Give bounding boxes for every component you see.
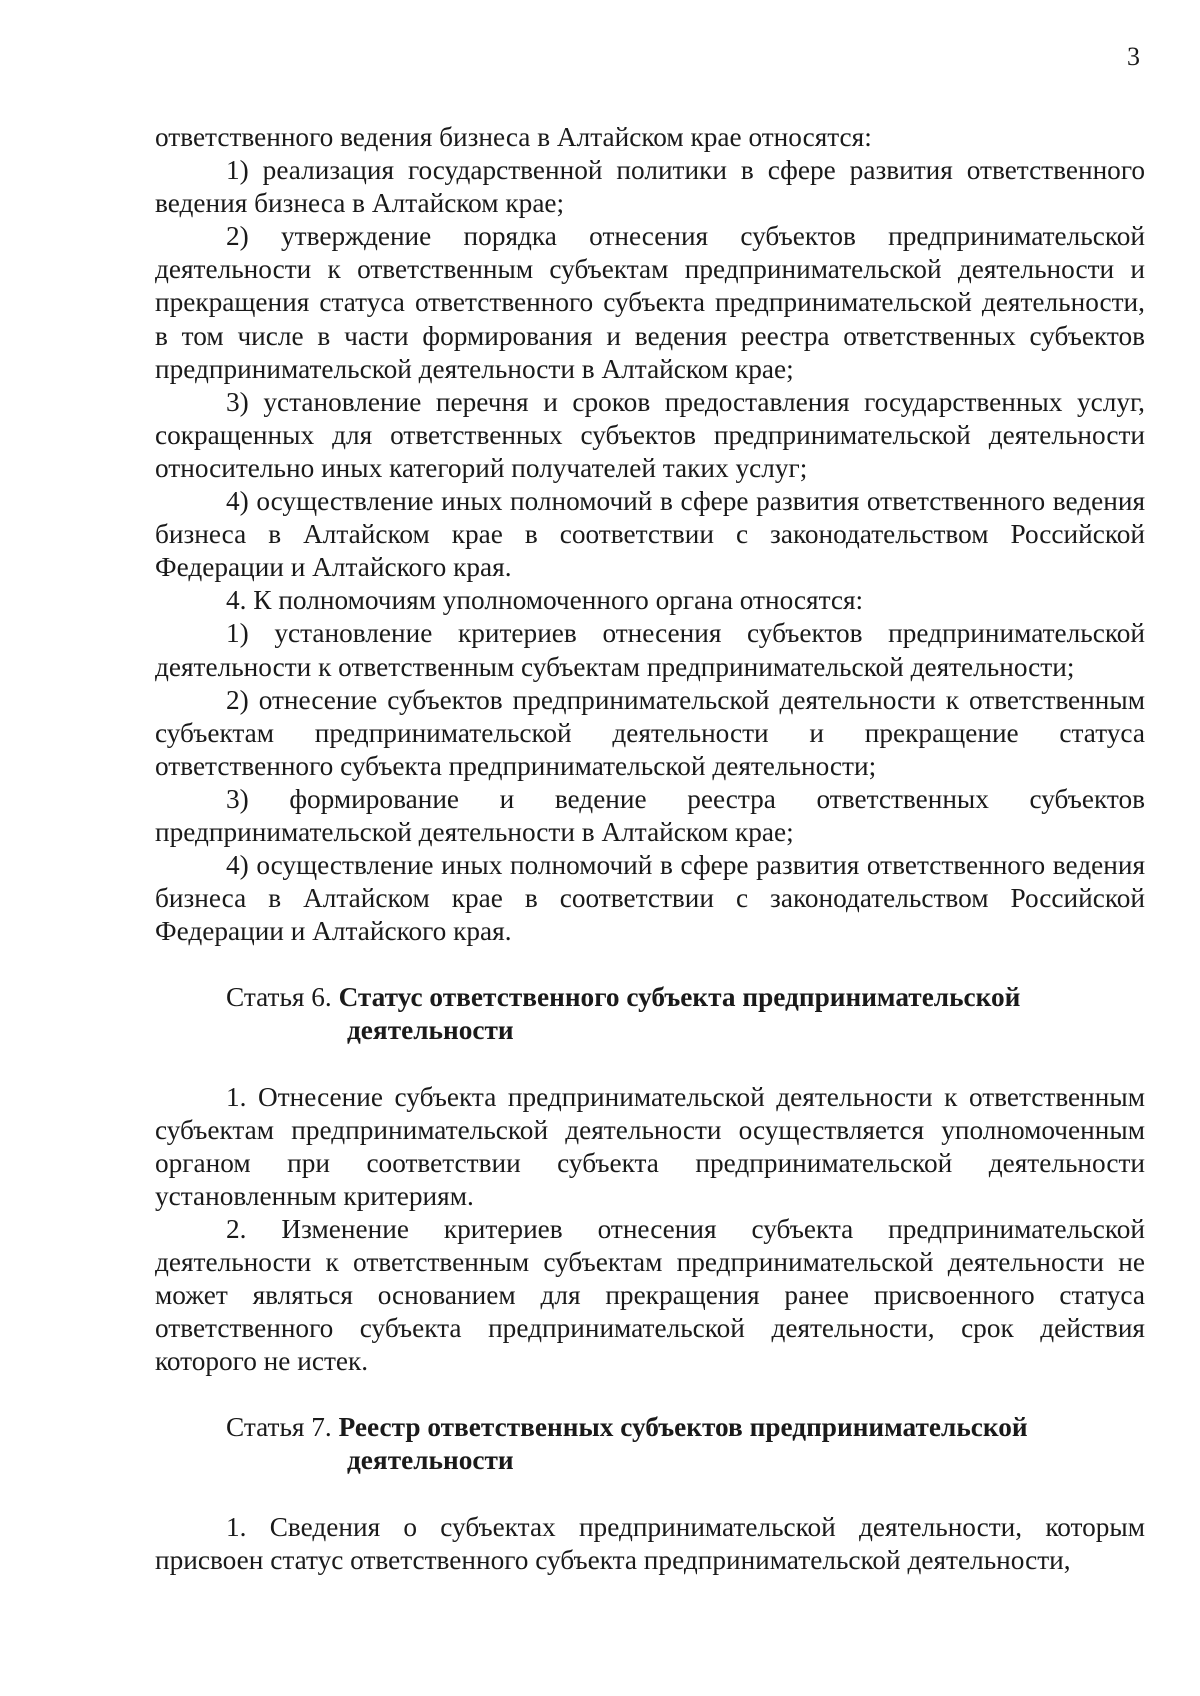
spacer xyxy=(155,948,1145,981)
spacer xyxy=(155,1048,1145,1081)
article-7-label: Статья 7. xyxy=(226,1412,332,1443)
intro-item-3: 3) установление перечня и сроков предоставления государственных услуг, сокращенных для ответственных субъектов предпринимательской деятельности относительно иных категорий получателей таких услуг; xyxy=(155,386,1145,483)
article-7-title-cont: деятельности xyxy=(347,1445,514,1476)
intro-item-4: 4) осуществление иных полномочий в сфере развития ответственного ведения бизнеса в Алтайском крае в соответствии с законодательством Российской Федерации и Алтайского края. xyxy=(155,486,1145,583)
intro-item-1: 1) реализация государственной политики в сфере развития ответственного ведения бизнеса в Алтайском крае; xyxy=(155,155,1145,219)
page-number: 3 xyxy=(1127,42,1140,71)
section4-item-4: 4) осуществление иных полномочий в сфере развития ответственного ведения бизнеса в Алтайском крае в соответствии с законодательством Российской Федерации и Алтайского края. xyxy=(155,850,1145,947)
document-body xyxy=(155,121,1145,1577)
article-6-title-cont: деятельности xyxy=(347,1015,514,1046)
article-7-title: Реестр ответственных субъектов предпринимательской xyxy=(338,1412,1028,1443)
intro-first-line: ответственного ведения бизнеса в Алтайском крае относятся: xyxy=(155,122,872,152)
intro-item-2: 2) утверждение порядка отнесения субъектов предпринимательской деятельности к ответственным субъектам предпринимательской деятельности и прекращения статуса ответственного субъекта предпринимательской деятельности, в том числе в части формирования и ведения реестра ответственных субъектов предпринимательской деятельности в Алтайском крае; xyxy=(155,221,1145,384)
spacer xyxy=(155,1478,1145,1511)
spacer xyxy=(155,1378,1145,1411)
article-6-title: Статус ответственного субъекта предпринимательской xyxy=(338,982,1021,1013)
article-7-heading xyxy=(155,1411,1145,1477)
article-7-paragraph-1: 1. Сведения о субъектах предпринимательской деятельности, которым присвоен статус ответственного субъекта предпринимательской деятельности, xyxy=(155,1511,1145,1575)
section4-heading: 4. К полномочиям уполномоченного органа относятся: xyxy=(226,585,864,616)
article-6-paragraph-1: 1. Отнесение субъекта предпринимательской деятельности к ответственным субъектам предпринимательской деятельности осуществляется уполномоченным органом при соответствии субъекта предпринимательской деятельности установленным критериям. xyxy=(155,1081,1145,1211)
section4-item-3: 3) формирование и ведение реестра ответственных субъектов предпринимательской деятельности в Алтайском крае; xyxy=(155,783,1145,847)
section4-item-2: 2) отнесение субъектов предпринимательской деятельности к ответственным субъектам предпринимательской деятельности и прекращение статуса ответственного субъекта предпринимательской деятельности; xyxy=(155,684,1145,781)
article-6-label: Статья 6. xyxy=(226,982,332,1013)
section4-item-1: 1) установление критериев отнесения субъектов предпринимательской деятельности к ответственным субъектам предпринимательской деятельности; xyxy=(155,618,1145,682)
article-6-paragraph-2: 2. Изменение критериев отнесения субъекта предпринимательской деятельности к ответственным субъектам предпринимательской деятельности не может являться основанием для прекращения ранее присвоенного статуса ответственного субъекта предпринимательской деятельности, срок действия которого не истек. xyxy=(155,1213,1145,1377)
article-6-heading xyxy=(155,981,1145,1047)
